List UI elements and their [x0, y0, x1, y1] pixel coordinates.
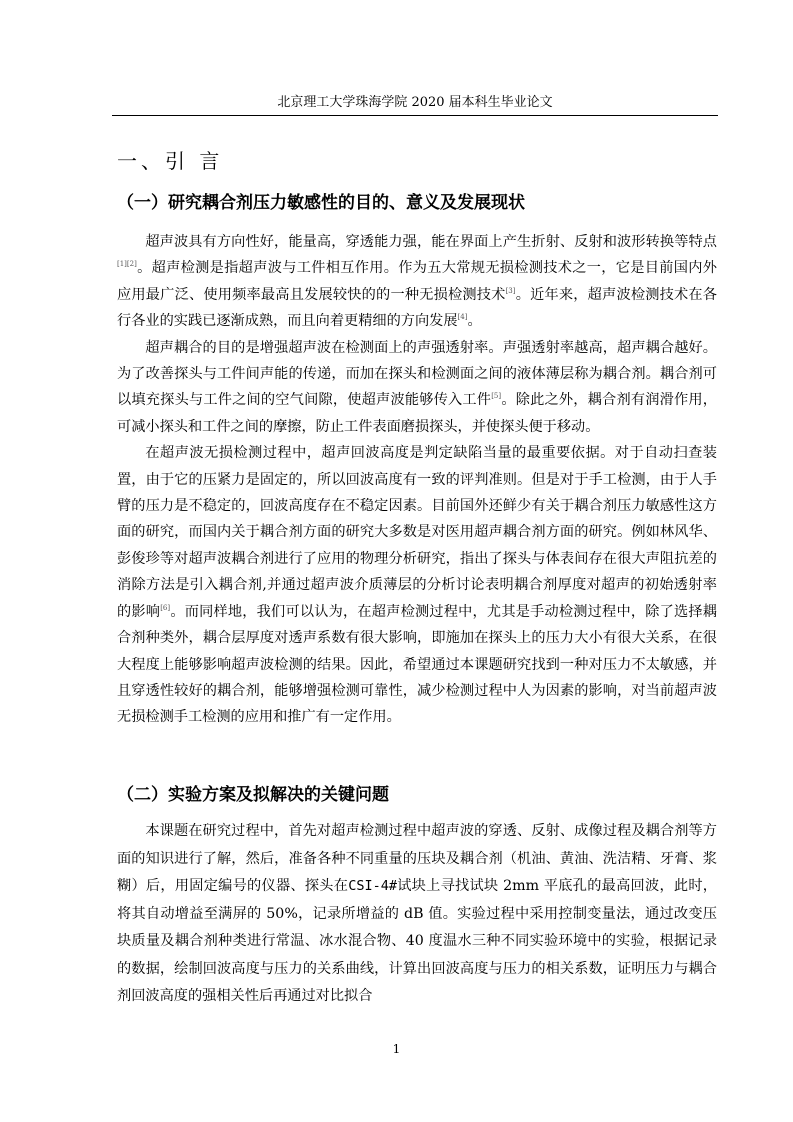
- paragraph-4-text-a: 本课题在研究过程中，首先对超声检测过程中超声波的穿透、反射、成像过程及耦合剂等方面的知识进行了解，然后，准备各种不同重量的压块及耦合剂（机油、黄油、洗洁精、牙膏、浆糊）后，用固定编号的仪器、探头在: [117, 823, 717, 894]
- running-header: 北京理工大学珠海学院 2020 届本科生毕业论文: [112, 93, 718, 116]
- paragraph-1-text-c: 。近年来，超声波检测技术在各行各业的实践已逐渐成熟，而且向着更精细的方向发展: [117, 286, 717, 330]
- section-2-heading: （二）实验方案及拟解决的关键问题: [117, 785, 389, 805]
- paragraph-2: [117, 335, 717, 441]
- section-2-body: [117, 818, 717, 1011]
- page-number: 1: [392, 1042, 401, 1056]
- paragraph-2-text-b: 。除此之外，耦合剂有润滑作用，可减小探头和工件之间的摩擦，防止工件表面磨损探头，并使探头便于移动。: [117, 392, 717, 435]
- chapter-heading: 一、引 言: [117, 149, 224, 173]
- section-1-heading: （一）研究耦合剂压力敏感性的目的、意义及发展现状: [117, 193, 525, 213]
- test-block-code: CSI-4#: [348, 878, 397, 894]
- citation-6: [6]: [160, 603, 171, 612]
- citation-4: [4]: [457, 313, 468, 322]
- paragraph-1-text-d: 。: [467, 313, 482, 330]
- paragraph-3-text-b: 。而同样地，我们可以认为，在超声检测过程中，尤其是手动检测过程中，除了选择耦合剂种类外，耦合层厚度对透声系数有很大影响，即施加在探头上的压力大小有很大关系，在很大程度上能够影响超声波检测的结果。因此，希望通过本课题研究找到一种对压力不太敏感，并且穿透性较好的耦合剂，能够增强检测可靠性，减少检测过程中人为因素的影响，对当前超声波无损检测手工检测的应用和推广有一定作用。: [117, 603, 717, 726]
- paragraph-3-text-a: 在超声波无损检测过程中，超声回波高度是判定缺陷当量的最重要依据。对于自动扫查装置，由于它的压紧力是固定的，所以回波高度有一致的评判准则。但是对于手工检测，由于人手臂的压力是不稳定的，回波高度存在不稳定因素。目前国外还鲜少有关于耦合剂压力敏感性这方面的研究，而国内关于耦合剂方面的研究大多数是对医用超声耦合剂方面的研究。例如林风华、彭俊珍等对超声波耦合剂进行了应用的物理分析研究，指出了探头与体表间存在很大声阻抗差的消除方法是引入耦合剂,并通过超声波介质薄层的分析讨论表明耦合剂厚度对超声的初始透射率的影响: [117, 445, 717, 620]
- paragraph-1: [117, 229, 717, 335]
- citation-1-2: [1][2]: [117, 260, 137, 269]
- paragraph-4: [117, 818, 717, 1011]
- paragraph-2-text-a: 超声耦合的目的是增强超声波在检测面上的声强透射率。声强透射率越高，超声耦合越好。为了改善探头与工件间声能的传递，而加在探头和检测面之间的液体薄层称为耦合剂。耦合剂可以填充探头与工件之间的空气间隙，使超声波能够传入工件: [117, 339, 717, 409]
- citation-3: [3]: [505, 286, 516, 295]
- paragraph-1-text-a: 超声波具有方向性好，能量高，穿透能力强，能在界面上产生折射、反射和波形转换等特点: [145, 234, 717, 250]
- paragraph-4-text-b: 试块上寻找试块 2mm 平底孔的最高回波，此时，将其自动增益至满屏的 50%，记录所增益的 dB 值。实验过程中采用控制变量法，通过改变压块质量及耦合剂种类进行常温、冰水混合物、40 度温水三种不同实验环境中的实验，根据记录的数据，绘制回波高度与压力的关系曲线，计算出回波高度与压力的相关系数，证明压力与耦合剂回波高度的强相关性后再通过对比拟合: [117, 878, 717, 1004]
- paragraph-3: [117, 440, 717, 730]
- citation-5: [5]: [491, 392, 502, 401]
- section-1-body: [117, 229, 717, 731]
- paragraph-1-text-b: 。超声检测是指超声波与工件相互作用。作为五大常规无损检测技术之一，它是目前国内外应用最广泛、使用频率最高且发展较快的的一种无损检测技术: [117, 260, 717, 303]
